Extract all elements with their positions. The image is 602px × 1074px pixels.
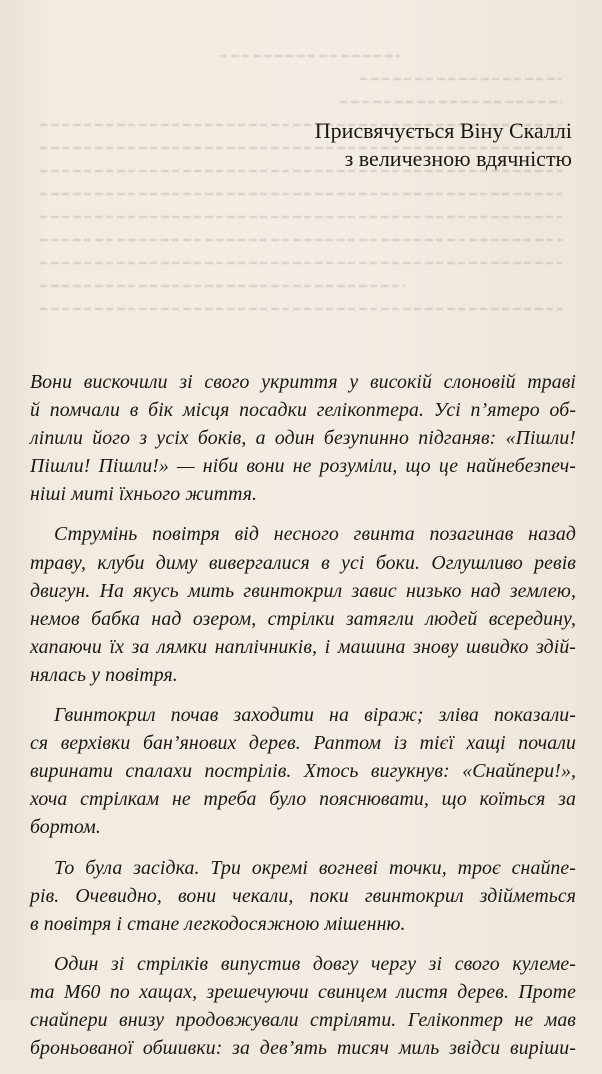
- text-line: Гвинтокрил почав заходити на віраж; зліва показали-: [54, 704, 576, 727]
- text-line: та М60 по хащах, зрешечуючи свинцем листя дерев. Проте: [30, 980, 576, 1003]
- text-line: й помчали в бік місця посадки гелікоптера. Усі п’ятеро об-: [30, 399, 576, 422]
- text-line: Струмінь повітря від несного гвинта позагинав назад: [54, 523, 576, 546]
- paragraph-2: [30, 520, 576, 689]
- text-line: траву, клуби диму вивергалися в усі боки. Оглушливо ревів: [30, 551, 576, 574]
- text-line: рів. Очевидно, вони чекали, поки гвинтокрил здійметься: [30, 884, 576, 907]
- text-line: в повітря і стане легкодосяжною мішенню.: [30, 912, 406, 935]
- text-line: немов бабка над озером, стрілки затягли людей всередину,: [30, 607, 576, 630]
- paragraph-1: [30, 368, 576, 508]
- text-line: ліпили його з усіх боків, а один безупинно підганяв: «Пішли!: [30, 427, 576, 450]
- text-line: Пішли! Пішли!» — ніби вони не розуміли, що це найнебезпеч-: [30, 455, 576, 478]
- body-text: [30, 368, 576, 1074]
- dedication-line-2: з величезною вдячністю: [344, 146, 572, 171]
- text-line: ніші миті їхнього життя.: [30, 483, 258, 506]
- text-line: двигун. На якусь мить гвинтокрил завис низько над землею,: [30, 579, 576, 602]
- dedication-line-1: Присвячується Віну Скаллі: [314, 118, 572, 143]
- text-line: виринати спалахи пострілів. Хтось вигукнув: «Снайпери!»,: [30, 760, 576, 783]
- text-line: снайпери внизу продовжували стріляти. Гелікоптер не мав: [30, 1008, 576, 1031]
- paragraph-4: [30, 854, 576, 938]
- text-line: хапаючи їх за лямки наплічників, і машина знову швидко здій-: [30, 635, 576, 658]
- text-line: бортом.: [30, 816, 101, 839]
- text-line: Один зі стрілків випустив довгу чергу зі свого кулеме-: [54, 952, 576, 975]
- text-line: броньованої обшивки: за дев’ять тисяч миль звідси виріши-: [30, 1037, 576, 1060]
- text-line: То була засідка. Три окремі вогневі точки, троє снайпе-: [54, 856, 576, 879]
- text-line: нялась у повітря.: [30, 663, 178, 686]
- text-line: ся верхівки бан’янових дерев. Раптом із тієї хащі почали: [30, 732, 576, 755]
- dedication: [315, 117, 572, 173]
- show-through-text: [40, 55, 562, 355]
- paragraph-3: [30, 701, 576, 841]
- text-line: Вони вискочили зі свого укриття у високій слоновій траві: [30, 371, 576, 393]
- paragraph-5: [30, 950, 576, 1062]
- text-line: хоча стрілкам не треба було пояснювати, що коїться за: [30, 788, 576, 811]
